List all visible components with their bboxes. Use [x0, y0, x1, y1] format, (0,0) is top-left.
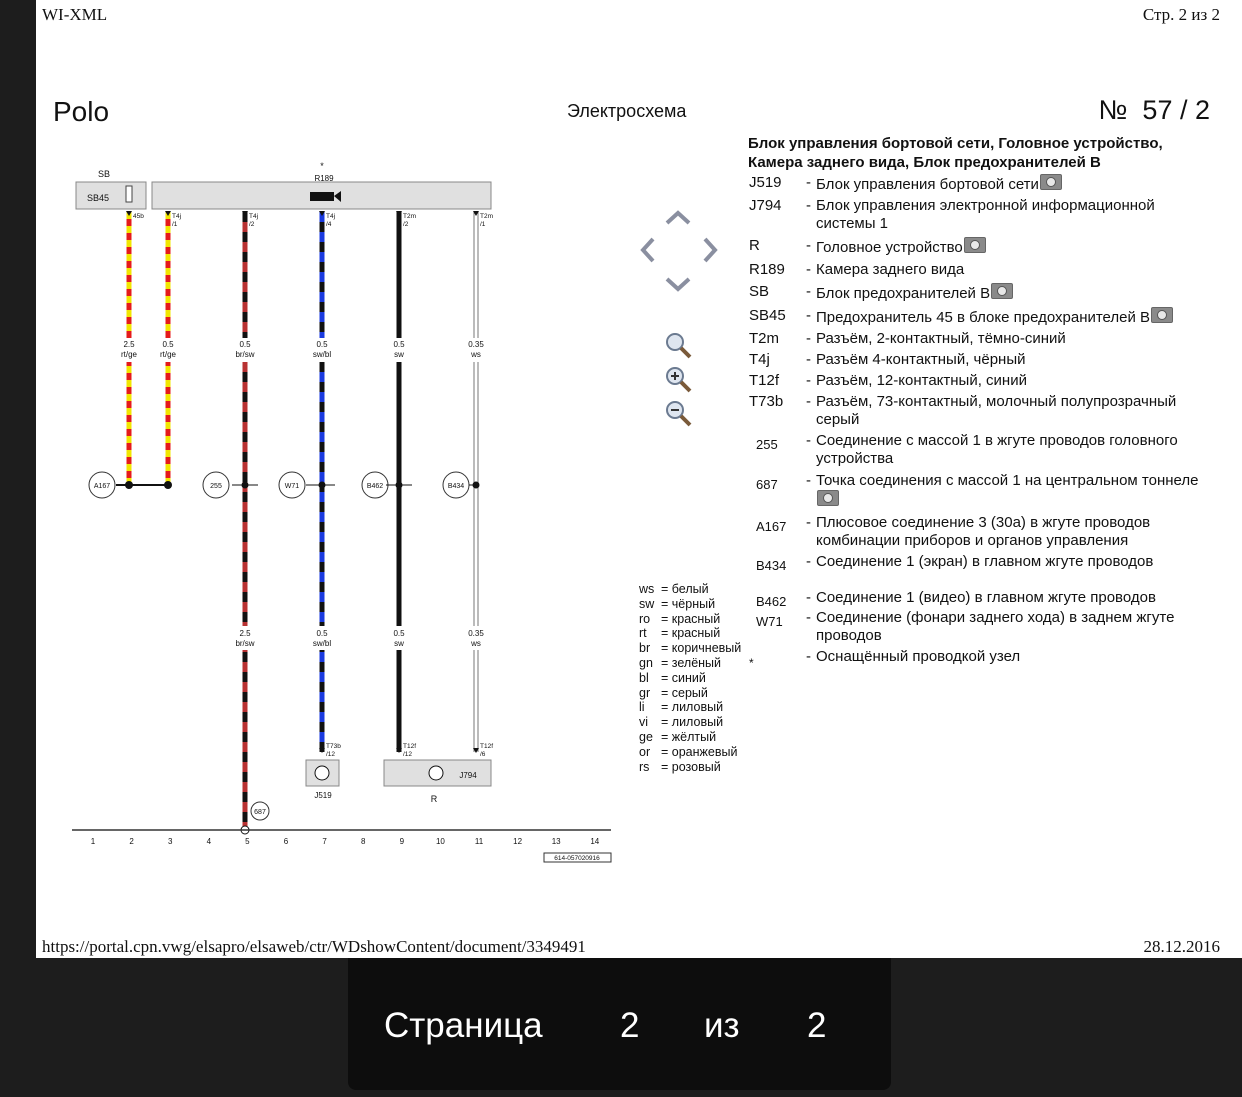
wire-size-label: 0.5	[316, 629, 328, 638]
legend-dash: -	[806, 432, 811, 449]
legend-code: SB	[749, 283, 770, 300]
splice-label: 255	[210, 483, 222, 490]
zoom-in-icon	[663, 365, 693, 395]
fuse-label: SB45	[86, 193, 110, 203]
legend-desc	[816, 237, 1216, 257]
color-abbr: rt	[639, 626, 647, 641]
pin-label: T4j	[172, 213, 182, 220]
color-name: коричневый	[671, 641, 742, 656]
legend-dash: -	[806, 393, 811, 410]
pan-up-button[interactable]	[660, 200, 696, 236]
color-abbr: sw	[639, 596, 655, 611]
legend-code: B434	[756, 558, 787, 573]
legend-code: T73b	[749, 393, 784, 410]
legend-desc-text: Разъём 4-контактный, чёрный	[816, 351, 1026, 368]
legend-desc	[816, 330, 1216, 348]
legend-title: Блок управления бортовой сети, Головное устройство, Камера заднего вида, Блок предохранителей B	[748, 135, 1163, 171]
legend-desc	[816, 174, 1216, 194]
video-camera-icon	[310, 192, 334, 201]
color-abbr: ro	[639, 611, 651, 626]
doc-model: Polo	[53, 96, 110, 127]
color-abbr: bl	[639, 670, 649, 685]
column-number: 13	[551, 837, 561, 846]
color-eq: =	[661, 582, 672, 596]
color-name: зелёный	[671, 656, 722, 670]
color-code-row	[639, 671, 769, 686]
column-number: 14	[590, 837, 600, 846]
chevron-down-icon	[664, 274, 692, 294]
fuse-block-label: SB	[97, 169, 111, 179]
control-unit-icon	[429, 766, 443, 780]
color-code-row	[639, 626, 769, 641]
color-code-row	[639, 715, 769, 730]
footer-date: 28.12.2016	[1143, 937, 1220, 956]
legend-desc	[816, 648, 1216, 666]
color-abbr: br	[639, 641, 651, 656]
camera-icon[interactable]	[1040, 174, 1062, 190]
legend-dash: -	[806, 283, 811, 300]
doc-number: № 57 / 2	[1098, 95, 1210, 125]
legend-code: B462	[756, 594, 787, 609]
column-number: 10	[435, 837, 445, 846]
camera-icon[interactable]	[817, 490, 839, 506]
column-number: 7	[322, 837, 327, 846]
legend-desc	[816, 283, 1216, 303]
column-number: 9	[399, 837, 405, 846]
legend-desc	[816, 589, 1216, 607]
camera-icon[interactable]	[1151, 307, 1173, 323]
column-number: 11	[474, 837, 484, 846]
page-label: Страница	[384, 1006, 543, 1045]
r-label: R	[430, 794, 438, 804]
legend-code: T4j	[749, 351, 770, 368]
legend-desc-text: Разъём, 2-контактный, тёмно-синий	[816, 330, 1066, 347]
column-number: 6	[283, 837, 289, 846]
legend-code: T12f	[749, 372, 780, 389]
splice-label: W71	[284, 483, 300, 490]
color-code-row	[639, 700, 769, 715]
pin-label: T2m	[403, 213, 416, 220]
color-name: синий	[671, 670, 706, 685]
zoom-out-icon	[663, 399, 693, 429]
color-name: серый	[671, 685, 708, 700]
color-abbr: rs	[639, 759, 650, 774]
color-name: белый	[671, 582, 709, 596]
legend-dash: -	[806, 261, 811, 278]
legend-dash: -	[806, 197, 811, 214]
color-abbr: li	[639, 700, 645, 715]
pin-label: T4j	[326, 213, 336, 220]
splice-label: B462	[366, 483, 384, 490]
magnifier-icon	[663, 331, 693, 361]
color-eq: =	[661, 656, 672, 670]
control-unit-icon	[315, 766, 329, 780]
color-name: лиловый	[671, 715, 724, 730]
legend-desc	[816, 307, 1216, 327]
color-abbr: ws	[639, 582, 655, 596]
color-eq: =	[661, 596, 672, 611]
column-number: 8	[360, 837, 366, 846]
legend-desc	[816, 553, 1216, 571]
wire-color-label: sw/bl	[312, 350, 332, 359]
wire-color-label: rt/ge	[120, 350, 138, 359]
legend-dash: -	[806, 307, 811, 324]
legend-code: J519	[749, 174, 782, 191]
wire-color-label: sw	[394, 639, 404, 648]
splice-label: B434	[447, 483, 465, 490]
pin-conn-label: /12	[326, 751, 336, 758]
color-abbr: gr	[639, 685, 651, 700]
legend-desc	[816, 261, 1216, 279]
legend-desc-text: Оснащённый проводкой узел	[816, 648, 1021, 665]
legend-desc	[816, 197, 1216, 233]
pan-right-button[interactable]	[692, 232, 728, 268]
wire-color-label: sw/bl	[312, 639, 332, 648]
doc-kind: Электросхема	[567, 101, 687, 121]
zoom-out-button[interactable]	[660, 396, 696, 432]
color-code-row	[639, 582, 769, 597]
color-name: лиловый	[671, 700, 724, 715]
legend-desc	[816, 372, 1216, 390]
splice-dot	[125, 481, 133, 489]
legend-desc-text: Разъём, 12-контактный, синий	[816, 372, 1027, 389]
wire-size-label: 0.5	[393, 629, 405, 638]
legend-code: A167	[756, 519, 787, 534]
legend-desc-text: Соединение (фонари заднего хода) в заднем жгуте проводов	[816, 609, 1175, 644]
wire-color-label: rt/ge	[159, 350, 177, 359]
legend-dash: -	[806, 589, 811, 606]
color-code-row	[639, 730, 769, 745]
legend-desc-text: Соединение 1 (видео) в главном жгуте проводов	[816, 589, 1156, 606]
wire-size-label: 0.5	[393, 340, 405, 349]
splice-label: A167	[93, 483, 111, 490]
wire-color-label: sw	[394, 350, 404, 359]
color-eq: =	[661, 685, 672, 700]
wire-size-label: 0.5	[316, 340, 328, 349]
pin-conn-label: /6	[480, 751, 486, 758]
legend-desc-text: Соединение 1 (экран) в главном жгуте проводов	[816, 553, 1154, 570]
color-abbr: gn	[639, 656, 653, 670]
wire-size-label: 0.35	[468, 340, 484, 349]
legend-desc	[816, 432, 1216, 468]
legend-desc-text: Блок предохранителей B	[816, 285, 991, 302]
wire-color-label: br/sw	[235, 350, 255, 359]
pin-label: T73b	[326, 743, 341, 750]
legend-dash: -	[806, 372, 811, 389]
pin-label: T2m	[480, 213, 493, 220]
column-number: 12	[513, 837, 523, 846]
chevron-up-icon	[664, 208, 692, 228]
column-number: 1	[90, 837, 96, 846]
color-eq: =	[661, 700, 672, 715]
legend-dash: -	[806, 472, 811, 489]
color-eq: =	[661, 744, 672, 759]
splice-dot	[473, 482, 480, 489]
pan-left-button[interactable]	[630, 232, 666, 268]
column-number: 3	[167, 837, 173, 846]
pin-conn-label: /1	[480, 221, 486, 228]
zoom-in-button[interactable]	[660, 362, 696, 398]
pin-label: T12f	[403, 743, 417, 750]
legend-dash: -	[806, 514, 811, 531]
column-number: 5	[245, 837, 250, 846]
fuse-icon	[126, 186, 132, 202]
document-page	[36, 0, 1242, 958]
legend-code: *	[749, 656, 754, 670]
page-of: из	[704, 1006, 740, 1045]
color-eq: =	[661, 759, 672, 774]
pin-label: T12f	[480, 743, 494, 750]
pin-conn-label: /2	[403, 221, 409, 228]
legend-dash: -	[806, 648, 811, 665]
color-eq: =	[661, 626, 672, 641]
legend-desc-text: Плюсовое соединение 3 (30a) в жгуте проводов комбинации приборов и органов управления	[816, 514, 1151, 549]
footer-url[interactable]: https://portal.cpn.vwg/elsapro/elsaweb/ctr/WDshowContent/document/3349491	[42, 937, 586, 956]
reference-code: 614-057020916	[554, 855, 600, 862]
wiring-diagram	[36, 150, 636, 870]
pin-conn-label: /2	[249, 221, 255, 228]
color-name: оранжевый	[671, 744, 738, 759]
legend-desc	[816, 514, 1216, 550]
header-left: WI-XML	[42, 5, 108, 24]
legend-code: W71	[756, 614, 783, 629]
color-eq: =	[661, 611, 672, 626]
legend-desc-text: Соединение с массой 1 в жгуте проводов головного устройства	[816, 432, 1178, 467]
wire-size-label: 0.5	[239, 340, 251, 349]
legend-code: 255	[756, 437, 778, 452]
zoom-fit-button[interactable]	[660, 328, 696, 364]
legend-dash: -	[806, 351, 811, 368]
legend-desc-text: Предохранитель 45 в блоке предохранителей B	[816, 309, 1151, 326]
legend-code: J794	[749, 197, 782, 214]
color-eq: =	[661, 641, 672, 656]
legend-desc	[816, 472, 1216, 510]
camera-icon[interactable]	[964, 237, 986, 253]
color-eq: =	[661, 670, 672, 685]
wire-color-label: ws	[471, 639, 481, 648]
color-abbr: or	[639, 744, 651, 759]
legend-desc	[816, 351, 1216, 369]
color-name: чёрный	[671, 596, 716, 611]
legend-desc-text: Разъём, 73-контактный, молочный полупрозрачный серый	[816, 393, 1177, 428]
legend-code: SB45	[749, 307, 786, 324]
wire-size-label: 2.5	[123, 340, 135, 349]
legend-code: 687	[756, 477, 778, 492]
pin-conn-label: /4	[326, 221, 332, 228]
legend-dash: -	[806, 237, 811, 254]
color-code-row	[639, 686, 769, 701]
color-eq: =	[661, 715, 672, 730]
color-code-row	[639, 612, 769, 627]
page-total: 2	[807, 1006, 827, 1045]
color-name: розовый	[671, 759, 721, 774]
color-name: жёлтый	[671, 730, 717, 744]
legend-dash: -	[806, 174, 811, 191]
pin-label: T4j	[249, 213, 259, 220]
legend-code: T2m	[749, 330, 779, 347]
column-number: 4	[206, 837, 212, 846]
color-abbr: vi	[639, 715, 649, 730]
pan-down-button[interactable]	[660, 266, 696, 302]
legend-desc-text: Точка соединения с массой 1 на центральном тоннеле	[816, 472, 1199, 489]
legend-desc-text: Блок управления электронной информационной системы 1	[816, 197, 1155, 232]
chevron-left-icon	[638, 236, 658, 264]
wire-size-label: 0.35	[468, 629, 484, 638]
wire-size-label: 0.5	[162, 340, 174, 349]
legend-desc-text: Камера заднего вида	[816, 261, 965, 278]
chevron-right-icon	[700, 236, 720, 264]
ground-label: 687	[254, 809, 266, 816]
j519-label: J519	[314, 791, 332, 800]
legend-desc-text: Блок управления бортовой сети	[816, 176, 1039, 193]
color-code-row	[639, 760, 769, 775]
splice-dot	[164, 481, 172, 489]
legend-desc	[816, 393, 1216, 429]
color-code-row	[639, 745, 769, 760]
wire-size-label: 2.5	[239, 629, 251, 638]
pin-conn-label: /12	[403, 751, 413, 758]
header-right: Стр. 2 из 2	[1142, 5, 1220, 24]
pin-label: 45b	[133, 213, 144, 220]
page-current: 2	[620, 1006, 640, 1045]
pin-conn-label: /1	[172, 221, 178, 228]
legend-code: R	[749, 237, 760, 254]
legend-dash: -	[806, 609, 811, 626]
column-number: 2	[129, 837, 134, 846]
color-eq: =	[661, 730, 672, 744]
wire-color-label: br/sw	[235, 639, 255, 648]
legend-code: R189	[749, 261, 785, 278]
legend-dash: -	[806, 553, 811, 570]
j794-label: J794	[459, 771, 477, 780]
legend-dash: -	[806, 330, 811, 347]
legend-desc	[816, 609, 1216, 645]
color-code-row	[639, 597, 769, 612]
camera-label: R189	[314, 174, 334, 183]
legend-desc-text: Головное устройство	[816, 239, 963, 256]
camera-icon[interactable]	[991, 283, 1013, 299]
color-abbr: ge	[639, 730, 653, 744]
color-name: красный	[671, 611, 721, 626]
wire-color-label: ws	[471, 350, 481, 359]
page-indicator	[348, 958, 891, 1090]
color-name: красный	[671, 626, 721, 641]
camera-star: *	[320, 161, 324, 171]
